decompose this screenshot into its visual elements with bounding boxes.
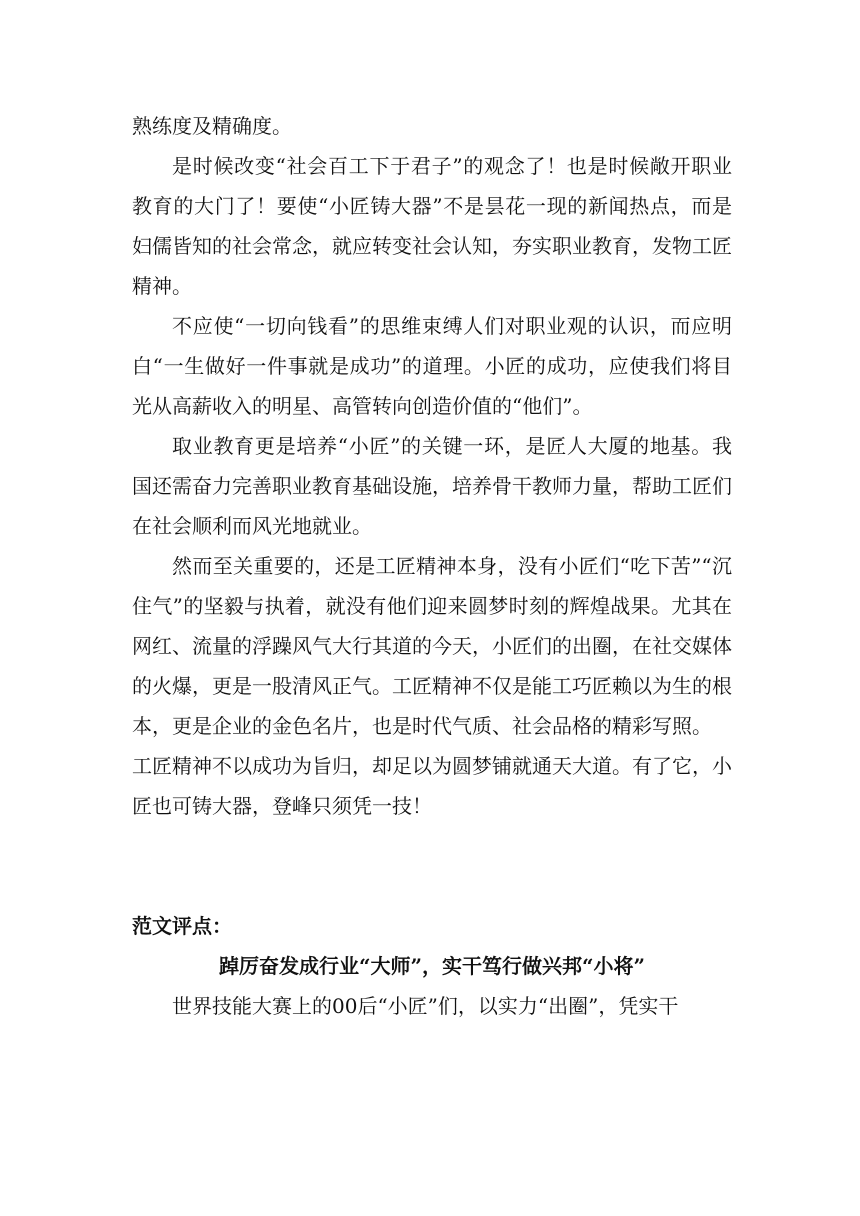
paragraph-craftsman-spirit: 然而至关重要的，还是工匠精神本身，没有小匠们“吃下苦”“沉住气”的坚毅与执着，就没有他们迎来圆梦时刻的辉煌战果。尤其在网红、流量的浮躁风气大行其道的今天，小匠们的出圈，在社交媒体的火爆，更是一股清风正气。工匠精神不仅是能工巧匠赖以为生的根本，更是企业的金色名片，也是时代气质、社会品格的精彩写照。 [132, 554, 732, 738]
essay-title: 踔厉奋发成行业“大师”，实干笃行做兴邦“小将” [218, 954, 645, 978]
paragraph-continuation: 熟练度及精确度。 [132, 114, 292, 138]
essay-first-line: 世界技能大赛上的00后“小匠”们，以实力“出圈”，凭实干 [172, 994, 679, 1018]
paragraph-conclusion: 工匠精神不以成功为旨归，却足以为圆梦铺就通天大道。有了它，小匠也可铸大器，登峰只须凭一技！ [132, 754, 732, 818]
paragraph-vocational-education: 取业教育更是培养“小匠”的关键一环，是匠人大厦的地基。我国还需奋力完善职业教育基础设施，培养骨干教师力量，帮助工匠们在社会顺利而风光地就业。 [132, 434, 732, 538]
section-spacer [132, 826, 732, 906]
document-body [132, 106, 732, 1026]
section-label: 范文评点： [132, 914, 232, 938]
paragraph-change-concept: 是时候改变“社会百工下于君子”的观念了！也是时候敞开职业教育的大门了！要使“小匠铸大器”不是昙花一现的新闻热点，而是妇儒皆知的社会常念，就应转变社会认知，夯实职业教育，发物工匠精神。 [132, 154, 732, 298]
paragraph-career-view: 不应使“一切向钱看”的思维束缚人们对职业观的认识，而应明白“一生做好一件事就是成功”的道理。小匠的成功，应使我们将目光从高薪收入的明星、高管转向创造价值的“他们”。 [132, 314, 732, 418]
